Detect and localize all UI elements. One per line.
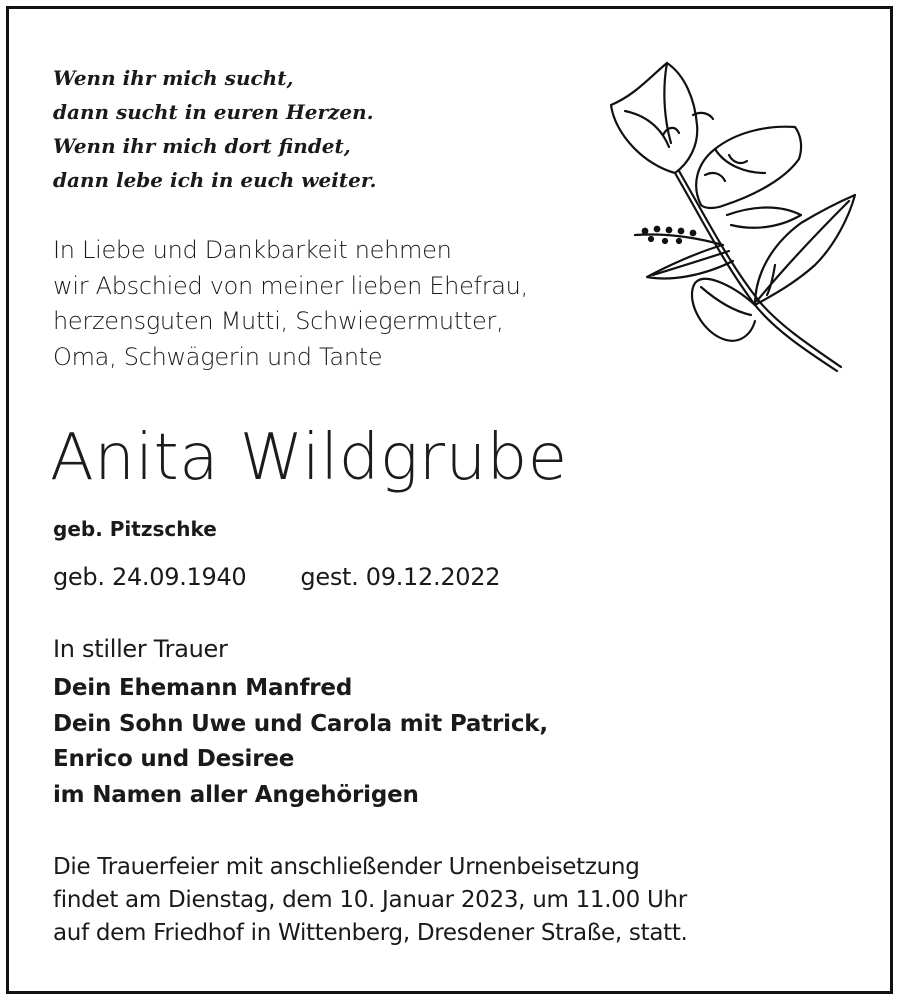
mourner-line: Dein Sohn Uwe und Carola mit Patrick, [53,710,548,737]
intro-text [53,233,528,375]
intro-line: herzensguten Mutti, Schwiegermutter, [53,307,504,335]
death-date: gest. 09.12.2022 [300,563,501,591]
calla-lily-icon [605,55,861,379]
maiden-name: geb. Pitzschke [53,517,217,541]
poem-line: dann sucht in euren Herzen. [53,100,374,124]
poem-line: Wenn ihr mich dort findet, [53,134,351,158]
mourner-line: Dein Ehemann Manfred [53,675,353,701]
poem [53,61,376,197]
intro-line: wir Abschied von meiner lieben Ehefrau, [53,271,528,300]
ceremony-line: Die Trauerfeier mit anschließender Urnenbeisetzung [53,854,640,880]
poem-line: dann lebe ich in euch weiter. [53,168,377,192]
intro-line: Oma, Schwägerin und Tante [53,342,383,371]
intro-line: In Liebe und Dankbarkeit nehmen [53,236,452,264]
ceremony-info [53,851,688,950]
mourners-label: In stiller Trauer [53,635,228,663]
deceased-name: Anita Wildgrube [50,421,568,495]
life-dates [53,563,500,591]
mourner-line: im Namen aller Angehörigen [53,781,419,808]
ceremony-line: findet am Dienstag, dem 10. Januar 2023, um 11.00 Uhr [53,887,687,913]
poem-line: Wenn ihr mich sucht, [53,66,294,90]
ceremony-line: auf dem Friedhof in Wittenberg, Dresdener Straße, statt. [53,920,688,946]
obituary-frame [6,6,893,994]
mourners-list [53,671,548,813]
mourner-line: Enrico und Desiree [53,746,295,772]
birth-date: geb. 24.09.1940 [53,563,247,591]
